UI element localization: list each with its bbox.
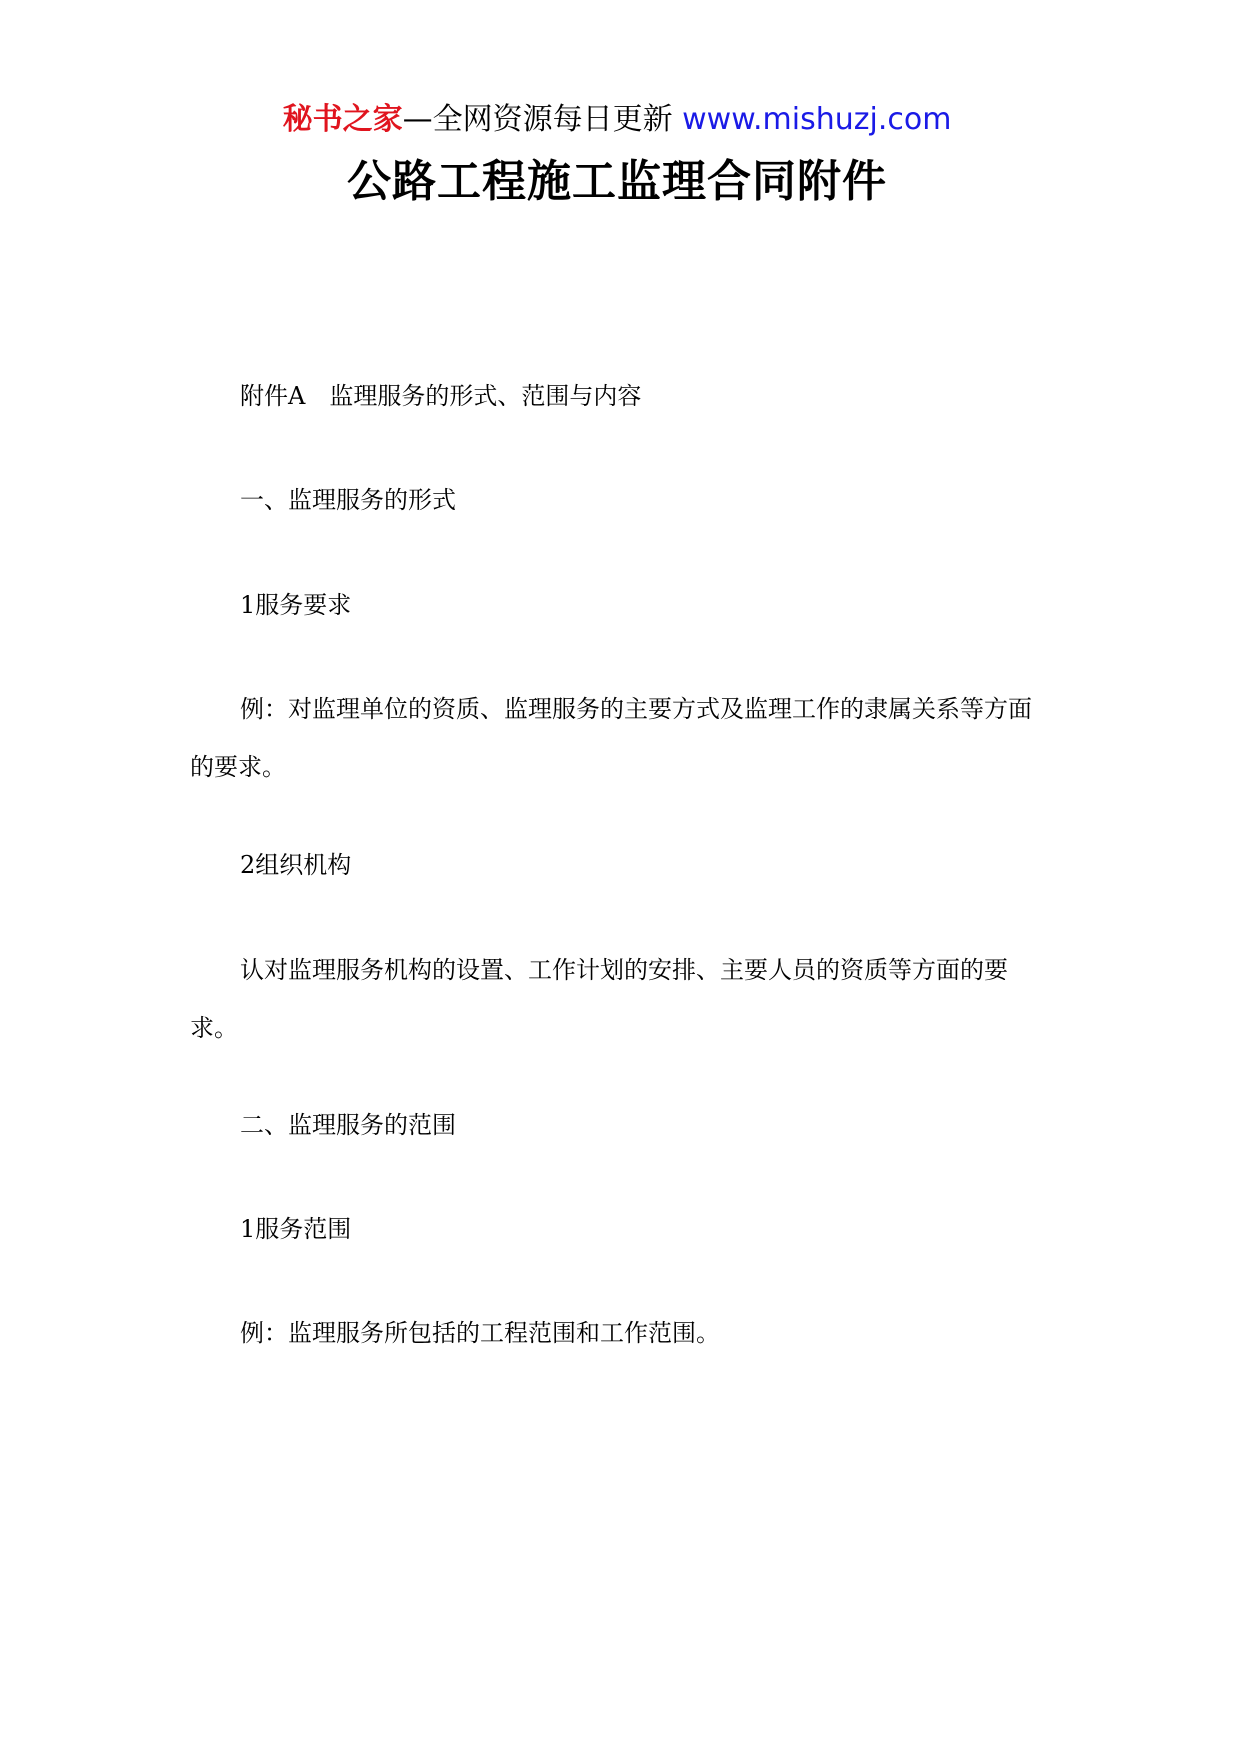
paragraph-attachment-heading: 附件A 监理服务的形式、范围与内容 [240, 382, 642, 410]
paragraph-organization-detail: 认对监理服务机构的设置、工作计划的安排、主要人员的资质等方面的要求。 [190, 956, 1008, 1042]
header-tagline: —全网资源每日更新 [402, 102, 683, 137]
paragraph-requirements-example: 例：对监理单位的资质、监理服务的主要方式及监理工作的隶属关系等方面的要求。 [190, 695, 1032, 781]
site-header [0, 100, 1234, 140]
paragraph-service-requirements: 1服务要求 [240, 591, 352, 619]
site-url-link[interactable]: www.mishuzj.com [682, 102, 952, 137]
paragraph-scope-example: 例：监理服务所包括的工程范围和工作范围。 [240, 1319, 720, 1347]
paragraph-organization: 2组织机构 [240, 851, 352, 879]
paragraph-section-one-heading: 一、监理服务的形式 [240, 486, 456, 514]
brand-name: 秘书之家 [282, 102, 403, 137]
document-title: 公路工程施工监理合同附件 [347, 156, 887, 207]
paragraph-section-two-heading: 二、监理服务的范围 [240, 1111, 456, 1139]
paragraph-service-scope: 1服务范围 [240, 1215, 352, 1243]
